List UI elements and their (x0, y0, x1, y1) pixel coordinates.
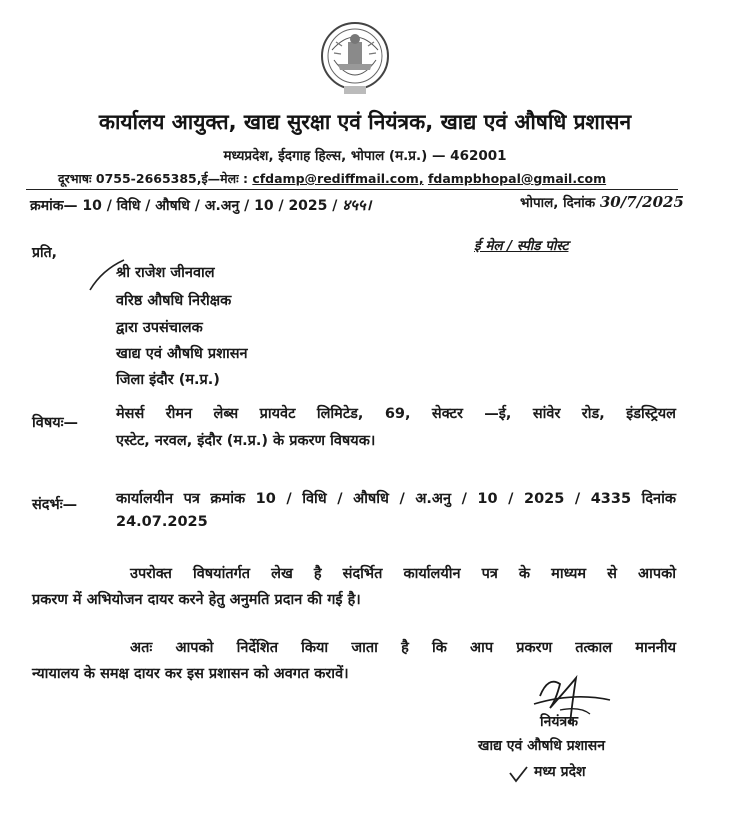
email-label: ई—मेलः : (201, 171, 248, 186)
dispatch-mode: ई मेल / स्पीड पोस्ट (474, 238, 569, 254)
header-divider (26, 189, 678, 190)
signatory-state: मध्य प्रदेश (534, 764, 586, 780)
subject-line-1: मेसर्स रीमन लेब्स प्रायवेट लिमिटेड, 69, सेक्टर —ई, सांवेर रोड, इंडस्ट्रियल (116, 406, 676, 422)
reference-letter-line-1: कार्यालयीन पत्र क्रमांक 10 / विधि / औषधि / अ.अनु / 10 / 2025 / 4335 दिनांक (116, 491, 676, 507)
recipient-via: द्वारा उपसंचालक (116, 320, 203, 336)
place-label: भोपाल, दिनांक (520, 195, 596, 211)
subject-label: विषयः— (32, 415, 79, 431)
reference-code: 10 / विधि / औषधि / अ.अनु / 10 / 2025 / (82, 198, 338, 214)
body-para-1-line-1: उपरोक्त विषयांतर्गत लेख है संदर्भित कार्यालयीन पत्र के माध्यम से आपको (130, 566, 676, 582)
office-address: मध्यप्रदेश, ईदगाह हिल्स, भोपाल (म.प्र.) — 462001 (223, 148, 507, 164)
handwritten-date: 30/7/2025 (599, 193, 684, 211)
phone-number: 0755-2665385, (95, 171, 202, 186)
email-link-1[interactable]: cfdamp@rediffmail.com, (252, 171, 424, 186)
reference-letter-line-2: 24.07.2025 (116, 514, 208, 530)
body-para-2-line-1: अतः आपको निर्देशित किया जाता है कि आप प्रकरण तत्काल माननीय (130, 640, 676, 656)
body-para-2-line-2: न्यायालय के समक्ष दायर कर इस प्रशासन को अवगत करावें। (32, 666, 349, 682)
subject-line-2: एस्टेट, नरवल, इंदौर (म.प्र.) के प्रकरण विषयक। (116, 433, 376, 449)
reference-label: क्रमांक— (30, 198, 78, 214)
state-emblem-seal (320, 20, 390, 98)
recipient-district: जिला इंदौर (म.प्र.) (116, 372, 220, 388)
to-label: प्रति, (32, 245, 57, 261)
handwritten-dispatch-number: ४५५। (342, 196, 372, 214)
phone-label: दूरभाषः (58, 171, 92, 186)
reference-number (30, 195, 371, 215)
body-para-1-line-2: प्रकरण में अभियोजन दायर करने हेतु अनुमति प्रदान की गई है। (32, 592, 361, 608)
tick-mark-icon (507, 764, 531, 784)
contact-line (58, 170, 606, 187)
reference-letter-label: संदर्भः— (32, 497, 78, 513)
signatory-title: नियंत्रक (540, 714, 578, 730)
recipient-dept: खाद्य एवं औषधि प्रशासन (116, 346, 248, 362)
place-date (520, 193, 684, 211)
office-title: कार्यालय आयुक्त, खाद्य सुरक्षा एवं नियंत्रक, खाद्य एवं औषधि प्रशासन (98, 110, 632, 134)
recipient-designation: वरिष्ठ औषधि निरीक्षक (116, 293, 232, 309)
email-link-2[interactable]: fdampbhopal@gmail.com (427, 171, 607, 186)
signatory-dept: खाद्य एवं औषधि प्रशासन (478, 738, 606, 754)
recipient-name: श्री राजेश जीनवाल (116, 265, 215, 281)
